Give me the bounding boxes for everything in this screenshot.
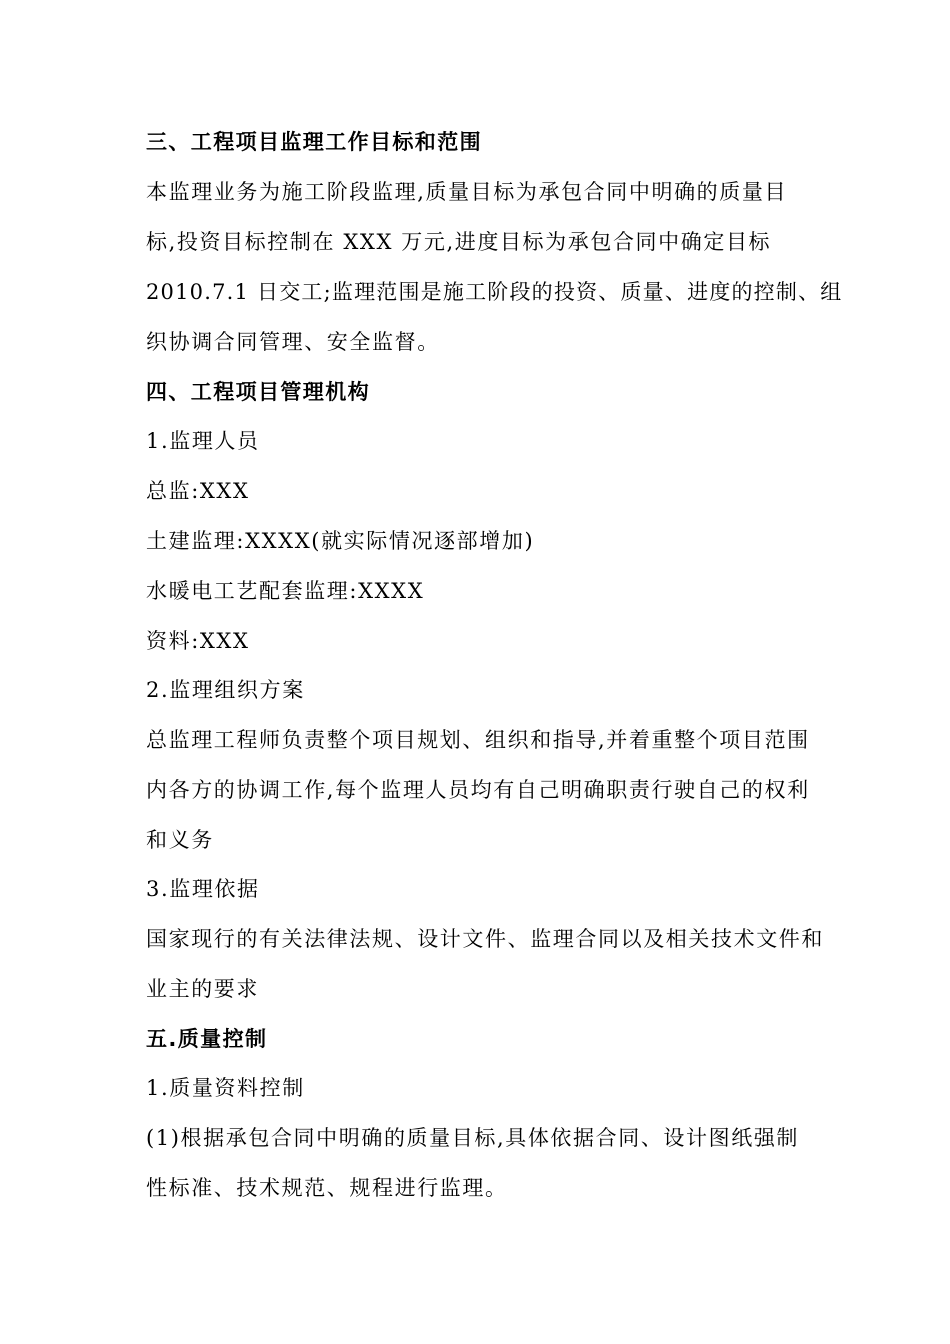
basis-body-line-2: 业主的要求 [146, 977, 259, 1001]
organization-subheading: 2.监理组织方案 [146, 678, 305, 702]
chief-supervisor: 总监:XXX [146, 479, 250, 503]
basis-subheading: 3.监理依据 [146, 877, 260, 901]
staff-subheading: 1.监理人员 [146, 429, 260, 453]
organization-body-line-2: 内各方的协调工作,每个监理人员均有自己明确职责行驶自己的权利 [146, 778, 810, 802]
section-3-body-line-1: 本监理业务为施工阶段监理,质量目标为承包合同中明确的质量目 [146, 180, 788, 204]
records-staff: 资料:XXX [146, 629, 250, 653]
basis-body-line-1: 国家现行的有关法律法规、设计文件、监理合同以及相关技术文件和 [146, 927, 824, 951]
section-3-body-line-2: 标,投资目标控制在 XXX 万元,进度目标为承包合同中确定目标 [146, 230, 772, 254]
organization-body-line-3: 和义务 [146, 828, 214, 852]
civil-supervisor: 土建监理:XXXX(就实际情况逐部增加) [146, 529, 535, 553]
section-3-body-line-3: 2010.7.1 日交工;监理范围是施工阶段的投资、质量、进度的控制、组 [146, 280, 843, 304]
mep-supervisor: 水暖电工艺配套监理:XXXX [146, 579, 425, 603]
section-4-heading: 四、工程项目管理机构 [146, 380, 370, 404]
section-3-body-line-4: 织协调合同管理、安全监督。 [146, 330, 440, 354]
quality-records-subheading: 1.质量资料控制 [146, 1076, 305, 1100]
section-3-heading: 三、工程项目监理工作目标和范围 [146, 130, 482, 154]
section-5-heading: 五.质量控制 [146, 1027, 268, 1051]
quality-item-1-line-1: (1)根据承包合同中明确的质量目标,具体依据合同、设计图纸强制 [146, 1126, 800, 1150]
quality-item-1-line-2: 性标准、技术规范、规程进行监理。 [146, 1176, 508, 1200]
organization-body-line-1: 总监理工程师负责整个项目规划、组织和指导,并着重整个项目范围 [146, 728, 810, 752]
